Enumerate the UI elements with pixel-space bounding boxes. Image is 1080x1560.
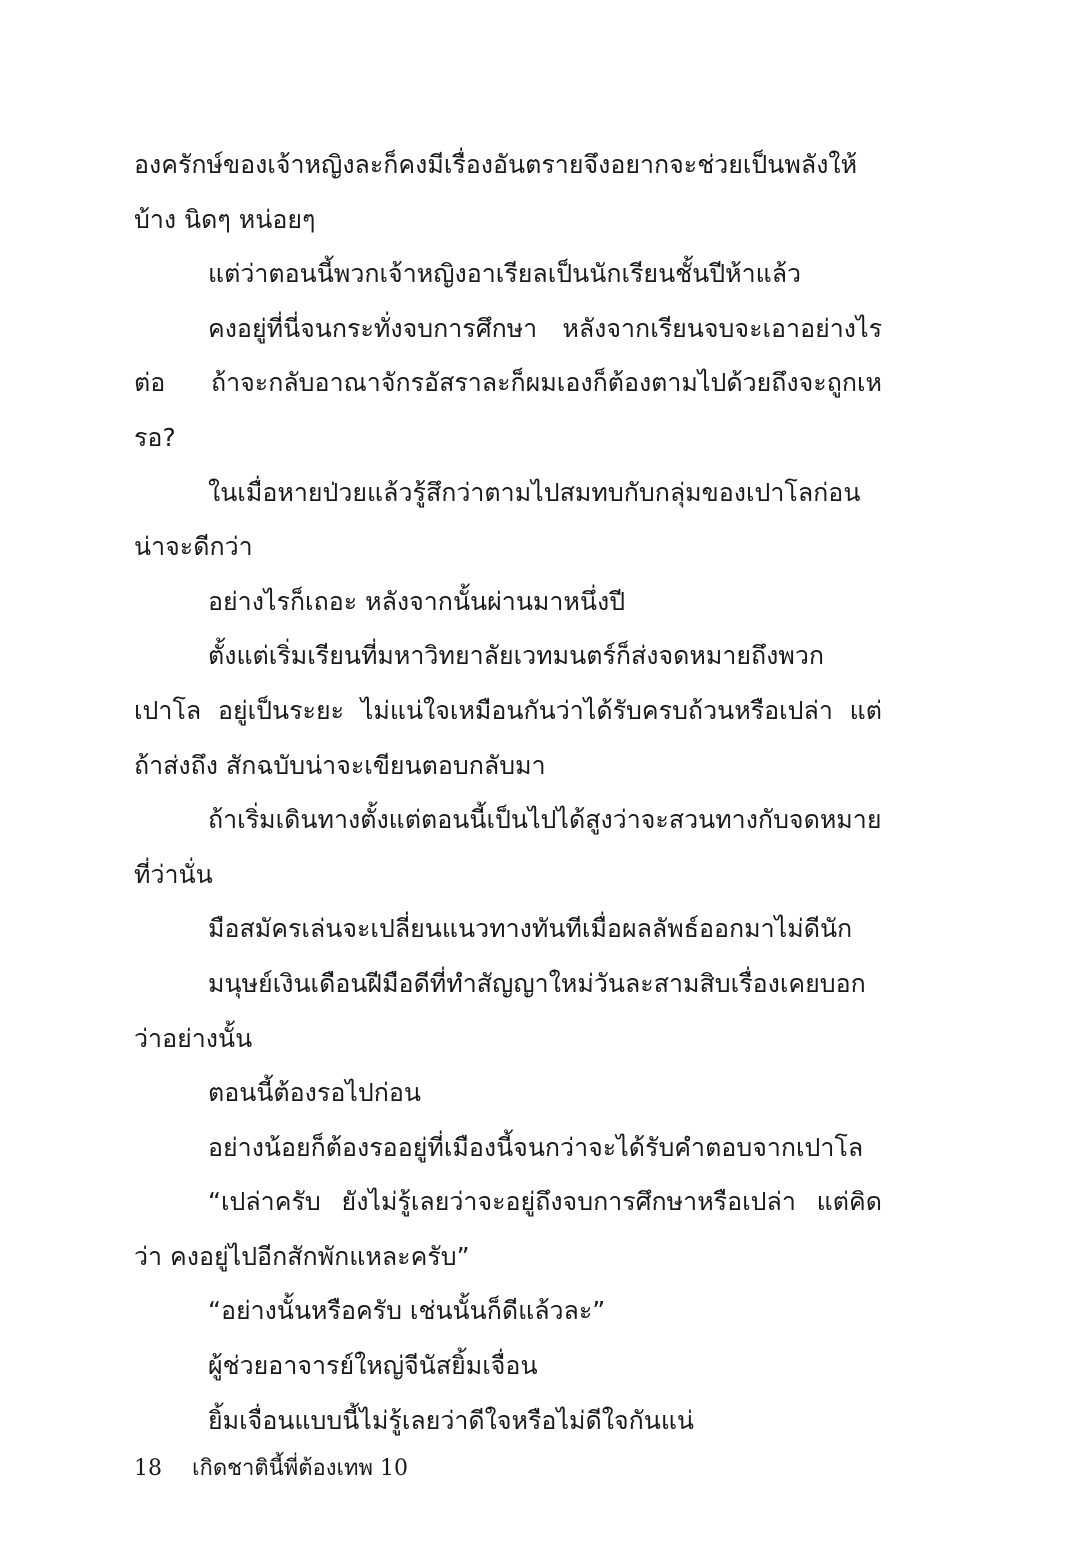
paragraph: ตอนนี้ต้องรอไปก่อน xyxy=(208,1078,422,1108)
paragraph: ถ้าเริ่มเดินทางตั้งแต่ตอนนี้เป็นไปได้สูงว่าจะสวนทางกับจดหมาย ที่ว่านั่น xyxy=(134,805,882,889)
page-footer xyxy=(134,1454,408,1484)
paragraph: “เปล่าครับ ยังไม่รู้เลยว่าจะอยู่ถึงจบการศึกษาหรือเปล่า แต่คิดว่า คงอยู่ไปอีกสักพักแหละครับ” xyxy=(134,1187,882,1271)
paragraph: คงอยู่ที่นี่จนกระทั่งจบการศึกษา หลังจากเรียนจบจะเอาอย่างไรต่อ ถ้าจะกลับอาณาจักรอัสราละก็ผมเองก็ต้องตามไปด้วยถึงจะถูกเหรอ? xyxy=(134,313,882,452)
paragraph: แต่ว่าตอนนี้พวกเจ้าหญิงอาเรียลเป็นนักเรียนชั้นปีห้าแล้ว xyxy=(208,259,802,289)
page-number: 18 xyxy=(134,1456,162,1481)
body-text xyxy=(134,138,882,1448)
paragraph: มือสมัครเล่นจะเปลี่ยนแนวทางทันทีเมื่อผลลัพธ์ออกมาไม่ดีนัก xyxy=(208,914,853,944)
paragraph: อย่างไรก็เถอะ หลังจากนั้นผ่านมาหนึ่งปี xyxy=(208,586,626,616)
paragraph: ในเมื่อหายป่วยแล้วรู้สึกว่าตามไปสมทบกับกลุ่มของเปาโลก่อน น่าจะดีกว่า xyxy=(134,477,861,562)
paragraph: ยิ้มเจื่อนแบบนี้ไม่รู้เลยว่าดีใจหรือไม่ดีใจกันแน่ xyxy=(208,1405,695,1435)
book-title: เกิดชาตินี้พี่ต้องเทพ 10 xyxy=(192,1456,408,1481)
paragraph: ตั้งแต่เริ่มเรียนที่มหาวิทยาลัยเวทมนตร์ก็ส่งจดหมายถึงพวกเปาโล อยู่เป็นระยะ ไม่แน่ใจเหมือนกันว่าได้รับครบถ้วนหรือเปล่า แต่ถ้าส่งถึง สักฉบับน่าจะเขียนตอบกลับมา xyxy=(134,641,882,780)
paragraph: ผู้ช่วยอาจารย์ใหญ่จีนัสยิ้มเจื่อน xyxy=(208,1351,538,1381)
paragraph: “อย่างนั้นหรือครับ เช่นนั้นก็ดีแล้วละ” xyxy=(208,1296,606,1326)
paragraph: องครักษ์ของเจ้าหญิงละก็คงมีเรื่องอันตรายจึงอยากจะช่วยเป็นพลังให้บ้าง นิดๆ หน่อยๆ xyxy=(134,150,858,234)
paragraph: มนุษย์เงินเดือนฝีมือดีที่ทำสัญญาใหม่วันละสามสิบเรื่องเคยบอก ว่าอย่างนั้น xyxy=(134,968,866,1053)
paragraph: อย่างน้อยก็ต้องรออยู่ที่เมืองนี้จนกว่าจะได้รับคำตอบจากเปาโล xyxy=(208,1132,864,1162)
